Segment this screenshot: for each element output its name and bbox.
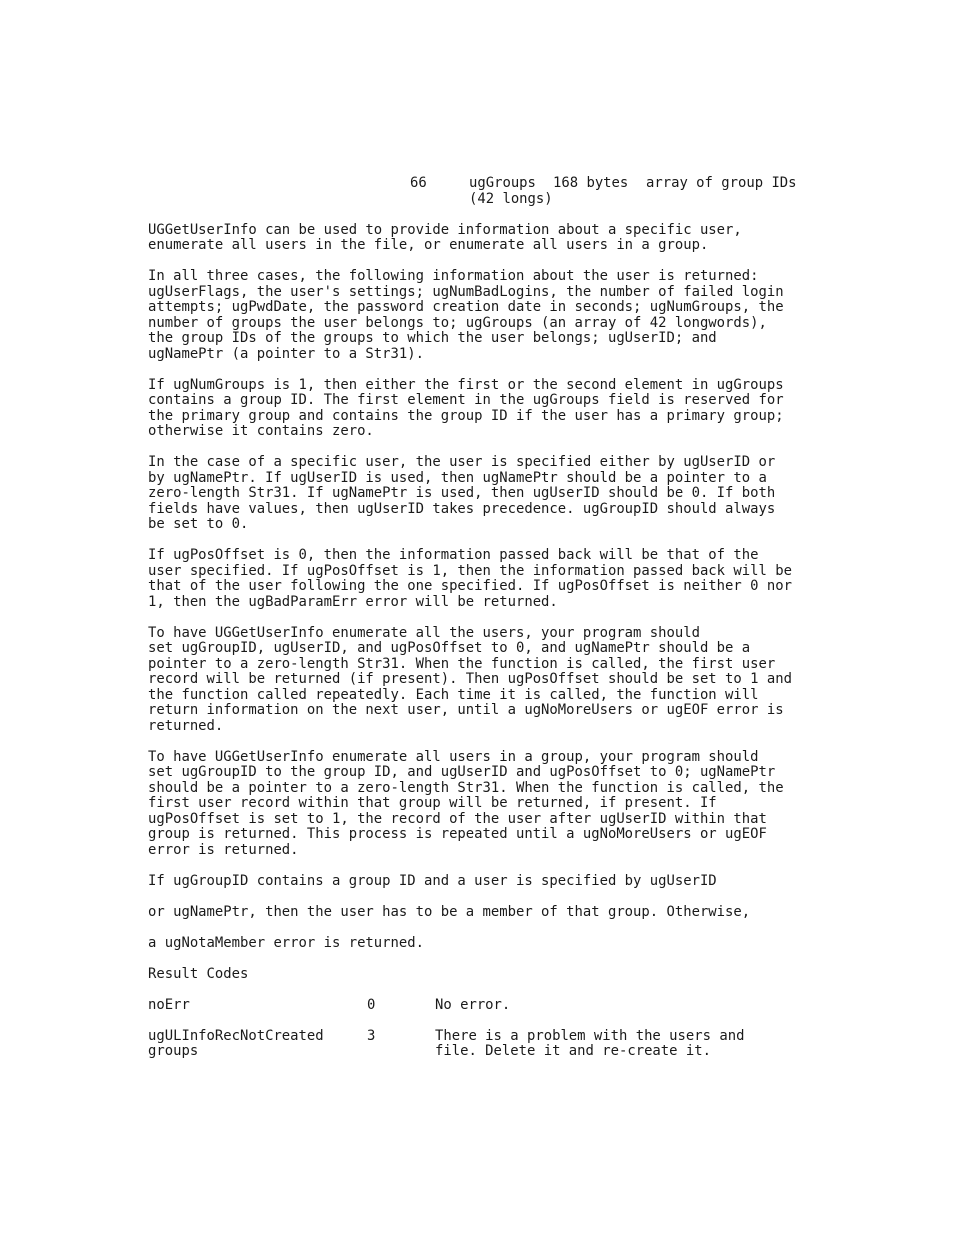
field-description-cont: (42 longs)	[469, 190, 553, 207]
field-offset: 66	[410, 175, 427, 191]
result-code-desc: No error.	[435, 996, 511, 1013]
paragraph: To have UGGetUserInfo enumerate all users in a group, your program should set ugGroupID to the group ID, and ugUserID and ugPosOffset to 0; ugNamePtr should be a pointer to a zero-length Str31. When the function is called, the first user record within that group will be returned, if present. If ugPosOffset is set to 1, the record of the user after ugUserID within that group is returned. This process is repeated until a ugNoMoreUsers or ugEOF error is returned.	[148, 748, 784, 858]
paragraph: If ugPosOffset is 0, then the information passed back will be that of the user specified. If ugPosOffset is 1, then the information passed back will be that of the user following the one specified. If ugPosOffset is neither 0 nor 1, then the ugBadParamErr error will be returned.	[148, 547, 792, 610]
field-size: 168 bytes	[553, 175, 629, 191]
paragraph: If ugNumGroups is 1, then either the first or the second element in ugGroups contains a group ID. The first element in the ugGroups field is reserved for the primary group and contains the group ID if the user has a primary group; otherwise it contains zero.	[148, 376, 784, 439]
paragraph: In all three cases, the following information about the user is returned: ugUserFlags, the user's settings; ugNumBadLogins, the number of failed login attempts; ugPwdDate, the password creation date in seconds; ugNumGroups, the number of groups the user belongs to; ugGroups (an array of 42 longwords), the group IDs of the groups to which the user belongs; ugUserID; and ugNamePtr (a pointer to a Str31).	[148, 268, 784, 362]
result-code-value: 0	[367, 996, 376, 1013]
result-codes-heading: Result Codes	[148, 965, 249, 982]
field-entry-row	[148, 176, 808, 192]
result-code-row	[148, 998, 808, 1014]
result-code-name: noErr	[148, 996, 190, 1013]
paragraph: If ugGroupID contains a group ID and a user is specified by ugUserID	[148, 872, 717, 889]
field-entry-row-cont	[148, 192, 808, 208]
result-code-row-cont	[148, 1044, 808, 1060]
paragraph: In the case of a specific user, the user is specified either by ugUserID or by ugNamePtr. If ugUserID is used, then ugNamePtr should be a pointer to a zero-length Str31. If ugNamePtr is used, then ugUserID should be 0. If both fields have values, then ugUserID takes precedence. ugGroupID should always be set to 0.	[148, 454, 776, 532]
result-code-name: ugULInfoRecNotCreated	[148, 1027, 324, 1044]
result-code-name-cont: groups	[148, 1043, 199, 1059]
field-description: array of group IDs	[646, 175, 797, 191]
paragraph: a ugNotaMember error is returned.	[148, 934, 424, 951]
result-code-desc: There is a problem with the users and	[435, 1027, 745, 1044]
paragraph: To have UGGetUserInfo enumerate all the users, your program should set ugGroupID, ugUserID, and ugPosOffset to 0, and ugNamePtr should be a pointer to a zero-length Str31. When the function is called, the first user record will be returned (if present). Then ugPosOffset should be set to 1 and the function called repeatedly. Each time it is called, the function will return information on the next user, until a ugNoMoreUsers or ugEOF error is returned.	[148, 624, 792, 734]
result-code-value: 3	[367, 1027, 376, 1044]
field-name: ugGroups	[469, 175, 536, 191]
result-code-desc-cont: file. Delete it and re-create it.	[435, 1043, 711, 1059]
paragraph: UGGetUserInfo can be used to provide information about a specific user, enumerate all users in the file, or enumerate all users in a group.	[148, 221, 742, 253]
result-code-row	[148, 1029, 808, 1045]
paragraph: or ugNamePtr, then the user has to be a member of that group. Otherwise,	[148, 903, 751, 920]
document-page	[148, 176, 808, 1060]
